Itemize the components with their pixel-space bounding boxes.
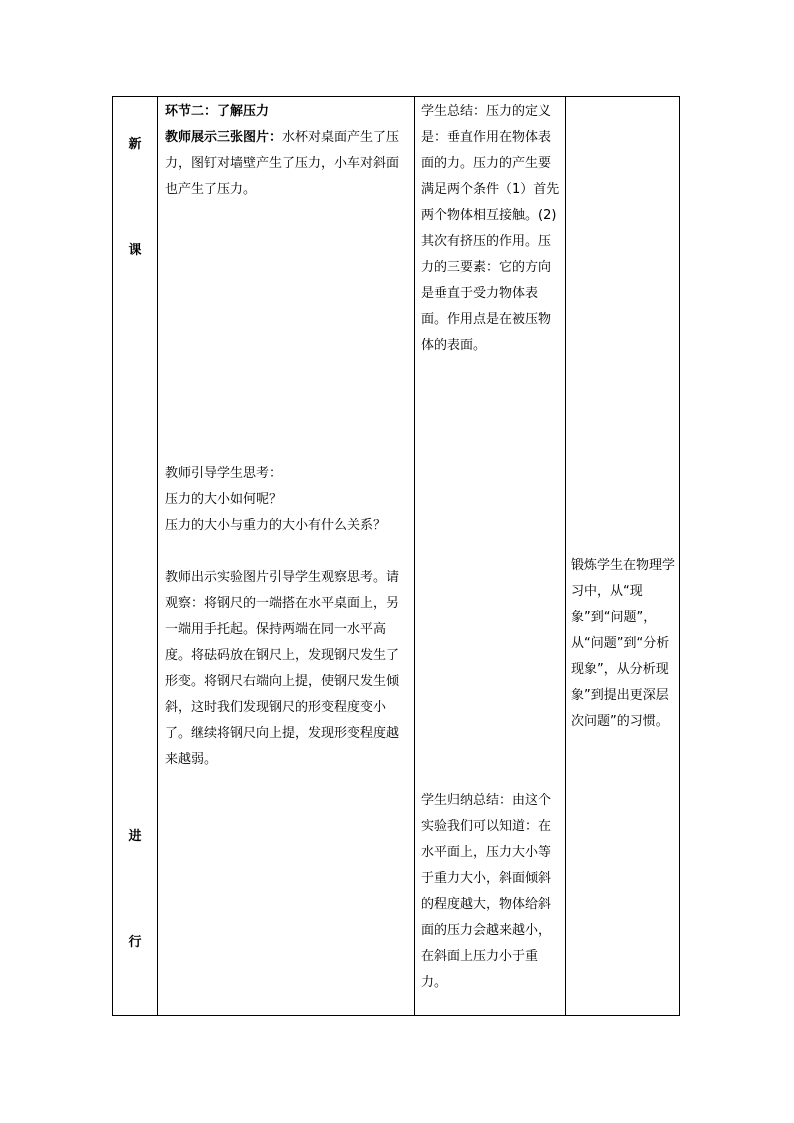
guide-question: 压力的大小如何呢？: [165, 492, 283, 507]
student-conclusion: 学生归纳总结：由这个实验我们可以知道：在水平面上，压力大小等于重力大小，斜面倾斜的程度越大，物体给斜面的压力会越来越小，在斜面上压力小于重力。: [421, 793, 552, 990]
section-heading: 环节二：了解压力: [165, 104, 270, 119]
stage-label-char: 行: [128, 935, 142, 950]
show-pictures-text: 水杯对桌面产生了压力，图钉对墙壁产生了压力，小车对斜面也产生了压力。: [165, 130, 400, 197]
guide-question: 压力的大小与重力的大小有什么关系？: [165, 518, 387, 533]
experiment-paragraph: 教师出示实验图片引导学生观察思考。请观察：将钢尺的一端搭在水平桌面上，另一端用手托起。保持两端在同一水平高度。将砝码放在钢尺上，发现钢尺发生了形变。将钢尺右端向上提，使钢尺发生倾斜，这时我们发现钢尺的形变程度变小了。继续将钢尺向上提，发现形变程度越来越弱。: [165, 570, 400, 767]
design-intent-cell: [565, 97, 681, 1015]
stage-label-cell: [113, 97, 157, 1015]
design-intent-note: 锻炼学生在物理学习中，从“现象”到“问题”，从“问题”到“分析现象”，从分析现象”到提出更深层次问题”的习惯。: [571, 558, 676, 729]
lesson-table: [112, 96, 680, 1016]
teacher-activity-cell: [157, 97, 414, 1015]
show-pictures-label: 教师展示三张图片：: [165, 130, 283, 145]
stage-label-char: 课: [128, 243, 142, 258]
show-pictures-paragraph: [165, 125, 408, 203]
student-activity-cell: [414, 97, 565, 1015]
student-summary: 学生总结：压力的定义是：垂直作用在物体表面的力。压力的产生要满足两个条件（1）首先两个物体相互接触。(2)其次有挤压的作用。压力的三要素：它的方向是垂直于受力物体表面。作用点是在被压物体的表面。: [421, 104, 560, 353]
guide-question: 教师引导学生思考：: [165, 466, 283, 481]
stage-label-char: 新: [128, 137, 142, 152]
stage-label-char: 进: [128, 829, 142, 844]
